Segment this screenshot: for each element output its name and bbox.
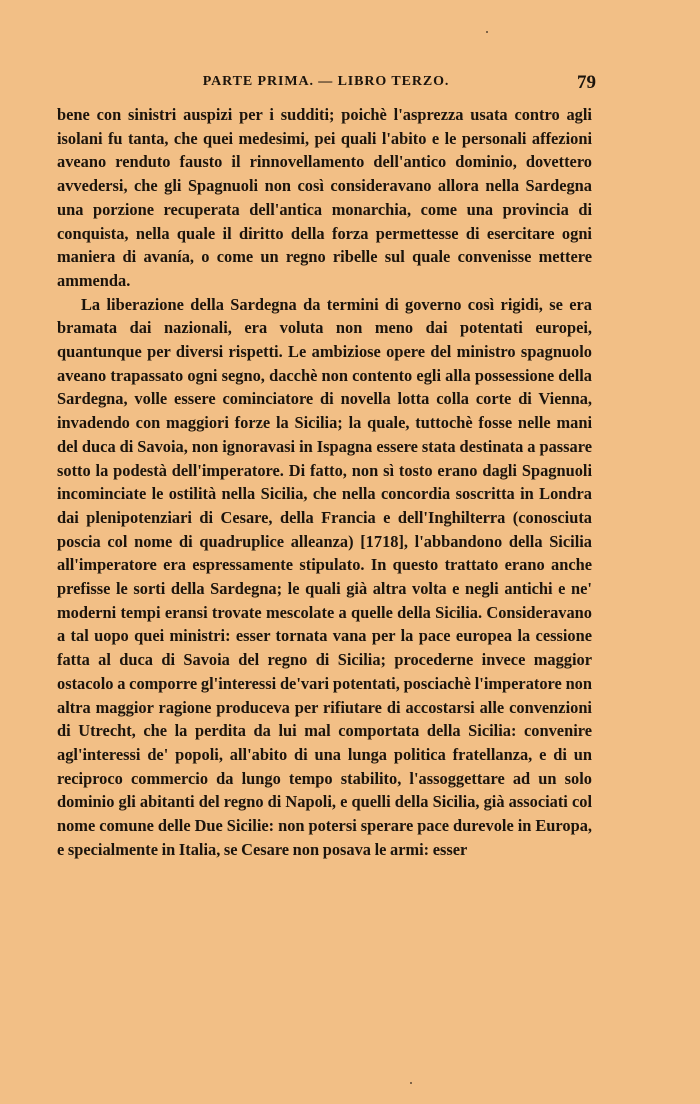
running-head: PARTE PRIMA. — LIBRO TERZO. [202, 74, 450, 89]
page-header [56, 72, 596, 98]
paragraph-continued: bene con sinistri auspizi per i sudditi; poichè l'asprezza usata contro agli isolani fu tanta, che quei medesimi, pei quali l'abito e le personali affezioni aveano renduto fausto il rinnovellamento dell'antico dominio, dovettero avvedersi, che gli Spagnuoli non così consideravano allora nella Sardegna una porzione recuperata dell'antica monarchia, come una provincia di conquista, nella quale il diritto della forza permettesse di esercitare ogni maniera di avanía, o come un regno ribelle sul quale convenisse mettere ammenda. [57, 105, 592, 290]
print-speck [486, 31, 488, 33]
print-speck [410, 1082, 412, 1084]
paragraph: La liberazione della Sardegna da termini di governo così rigidi, se era bramata dai nazionali, era voluta non meno dai potentati europei, quantunque per diversi rispetti. Le ambiziose opere del ministro spagnuolo aveano trapassato ogni segno, dacchè non contento egli alla possessione della Sardegna, volle essere cominciatore di novella lotta colla corte di Vienna, invadendo con maggiori forze la Sicilia; la quale, tuttochè fosse nelle mani del duca di Savoia, non ignoravasi in Ispagna essere stata destinata a passare sotto la podestà dell'imperatore. Di fatto, non sì tosto erano dagli Spagnuoli incominciate le ostilità nella Sicilia, che nella concordia soscritta in Londra dai plenipotenziari di Cesare, della Francia e dell'Inghilterra (conosciuta poscia col nome di quadruplice alleanza) [1718], l'abbandono della Sicilia all'imperatore era espressamente stipulato. In questo trattato erano anche prefisse le sorti della Sardegna; le quali già altra volta e negli antichi e ne' moderni tempi eransi trovate mescolate a quelle della Sicilia. Consideravano a tal uopo quei ministri: esser tornata vana per la pace europea la cessione fatta al duca di Savoia del regno di Sicilia; procederne invece maggior ostacolo a comporre gl'interessi de'vari potentati, posciachè l'imperatore non altra maggior ragione produceva per rifiutare di accostarsi alle convenzioni di Utrecht, che la perdita da lui mal comportata della Sicilia: convenire agl'interessi de' popoli, all'abito di una lunga politica fratellanza, e di un reciproco commercio da lungo tempo stabilito, l'assoggettare ad un solo dominio gli abitanti del regno di Napoli, e quelli della Sicilia, già associati col nome comune delle Due Sicilie: non potersi sperare pace durevole in Europa, e specialmente in Italia, se Cesare non posava le armi: esser [57, 294, 592, 859]
page-number: 79 [577, 72, 596, 93]
body-text [57, 103, 592, 862]
